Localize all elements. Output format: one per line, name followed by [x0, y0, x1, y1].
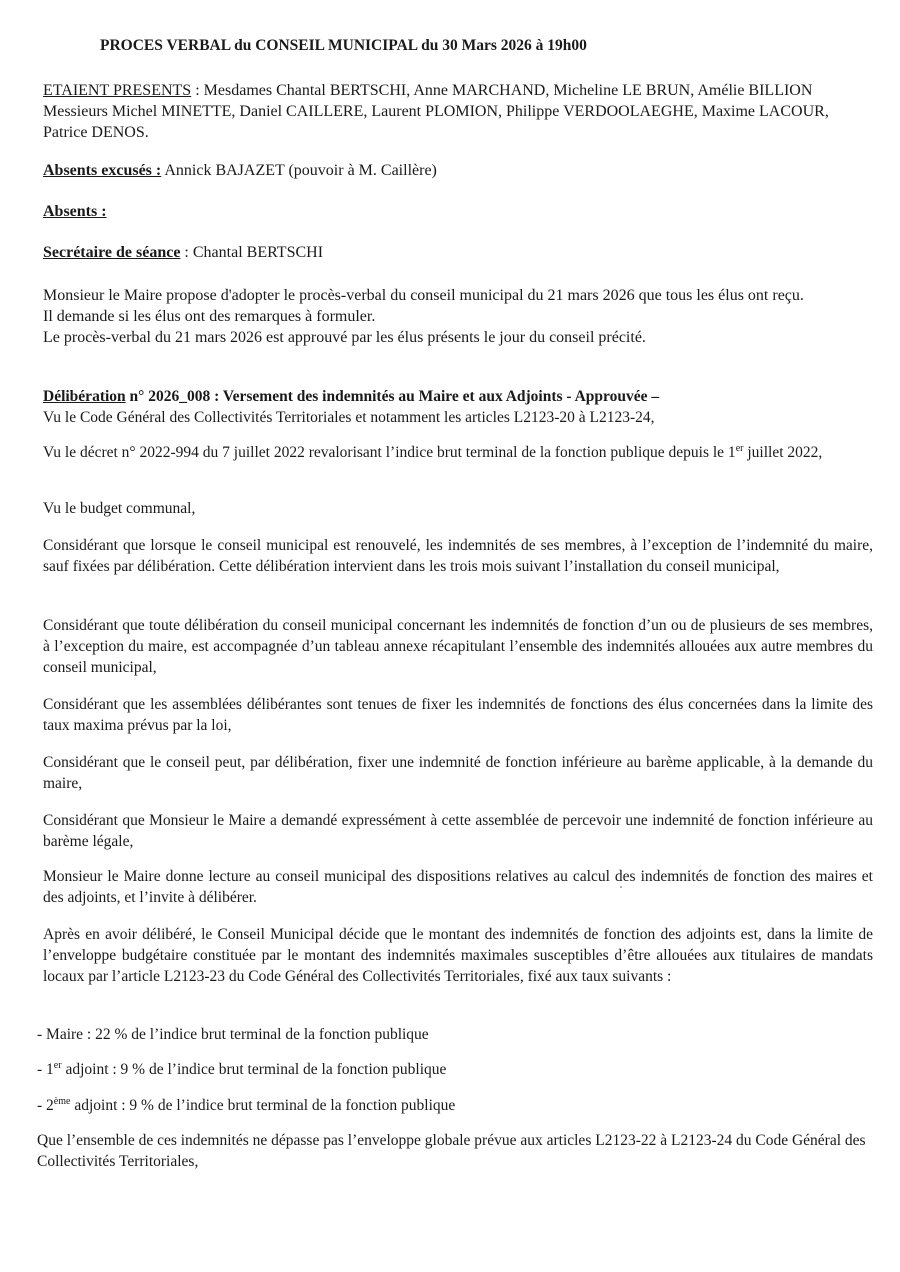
rate-item-text: adjoint : 9 % de l’indice brut terminal de la fonction publique	[61, 1061, 447, 1078]
deliberation-label: Délibération	[43, 388, 126, 405]
rate-item-prefix: - Maire	[37, 1026, 84, 1043]
absents-excuses-section	[43, 160, 873, 181]
document-title: PROCES VERBAL du CONSEIL MUNICIPAL du 30 Mars 2026 à 19h00	[100, 37, 587, 54]
rate-item-2eme-adjoint	[37, 1095, 455, 1116]
approval-section	[43, 285, 878, 348]
absents-excuses-label: Absents excusés :	[43, 162, 162, 179]
vu-decret-superscript: er	[735, 442, 744, 454]
rate-item-maire	[37, 1024, 429, 1045]
secretaire-section	[43, 242, 873, 263]
considerant-paragraph-5: Considérant que Monsieur le Maire a demandé expressément à cette assemblée de percevoir une indemnité de fonction inférieure au barème légale,	[43, 812, 873, 850]
considerant-paragraph-1: Considérant que lorsque le conseil municipal est renouvelé, les indemnités de ses membres, à l’exception de l’indemnité du maire, sauf fixées par délibération. Cette délibération intervient dans les trois mois suivant l’installation du conseil municipal,	[43, 537, 873, 575]
presents-separator: :	[191, 82, 204, 99]
vu-code-paragraph: Vu le Code Général des Collectivités Territoriales et notamment les articles L2123-20 à L2123-24,	[43, 409, 655, 426]
secretaire-name: Chantal BERTSCHI	[192, 244, 324, 261]
rate-item-prefix: - 1	[37, 1061, 54, 1078]
approval-line-1: Monsieur le Maire propose d'adopter le procès-verbal du conseil municipal du 21 mars 2026 que tous les élus ont reçu.	[43, 287, 804, 304]
vu-decret-text: Vu le décret n° 2022-994 du 7 juillet 2022 revalorisant l’indice brut terminal de la fonction publique depuis le 1	[43, 444, 736, 461]
considerant-paragraph-2: Considérant que toute délibération du conseil municipal concernant les indemnités de fonction d’un ou de plusieurs de ses membres, à l’exception du maire, est accompagnée d’un tableau annexe récapitulant l’ensemble des indemnités allouées aux autre membres du conseil municipal,	[43, 617, 873, 676]
rate-item-superscript: ème	[53, 1095, 71, 1107]
rate-item-1er-adjoint	[37, 1059, 446, 1080]
secretaire-label: Secrétaire de séance	[43, 244, 181, 261]
rate-item-text: : 22 % de l’indice brut terminal de la fonction publique	[83, 1026, 429, 1043]
considerant-paragraph-4: Considérant que le conseil peut, par délibération, fixer une indemnité de fonction inférieure au barème applicable, à la demande du maire,	[43, 754, 873, 792]
lecture-paragraph: Monsieur le Maire donne lecture au conseil municipal des dispositions relatives au calcul des indemnités de fonction des maires et des adjoints, et l’invite à délibérer.	[43, 868, 873, 906]
approval-line-3: Le procès-verbal du 21 mars 2026 est approuvé par les élus présents le jour du conseil précité.	[43, 329, 646, 346]
vu-decret-paragraph	[43, 442, 873, 463]
rate-item-text: adjoint : 9 % de l’indice brut terminal de la fonction publique	[70, 1097, 456, 1114]
considerant-paragraph-3: Considérant que les assemblées délibérantes sont tenues de fixer les indemnités de fonctions des élus concernées dans la limite des taux maxima prévus par la loi,	[43, 696, 873, 734]
scan-speck	[620, 886, 622, 888]
rate-item-superscript: er	[53, 1059, 62, 1071]
secretaire-separator: :	[180, 244, 193, 261]
vu-budget-paragraph: Vu le budget communal,	[43, 500, 196, 517]
decision-paragraph: Après en avoir délibéré, le Conseil Municipal décide que le montant des indemnités de fonction des adjoints est, dans la limite de l’enveloppe budgétaire constituée par le montant des indemnités maximales susceptibles d’être allouées aux titulaires de mandats locaux par l’article L2123-23 du Code Général des Collectivités Territoriales, fixé aux taux suivants :	[43, 926, 873, 985]
presents-section	[43, 80, 873, 143]
absents-excuses-text: Annick BAJAZET (pouvoir à M. Caillère)	[161, 162, 437, 179]
approval-line-2: Il demande si les élus ont des remarques à formuler.	[43, 308, 376, 325]
absents-label: Absents :	[43, 203, 107, 220]
presents-label: ETAIENT PRESENTS	[43, 82, 192, 99]
absents-section	[43, 201, 873, 222]
enveloppe-paragraph: Que l’ensemble de ces indemnités ne dépasse pas l’enveloppe globale prévue aux articles L2123-22 à L2123-24 du Code Général des Collectivités Territoriales,	[37, 1132, 866, 1170]
presents-list: Mesdames Chantal BERTSCHI, Anne MARCHAND, Micheline LE BRUN, Amélie BILLION Messieurs Michel MINETTE, Daniel CAILLERE, Laurent PLOMION, Philippe VERDOOLAEGHE, Maxime LACOUR, Patrice DENOS.	[43, 82, 829, 141]
deliberation-heading	[43, 386, 873, 407]
deliberation-title: n° 2026_008 : Versement des indemnités au Maire et aux Adjoints - Approuvée –	[125, 388, 660, 405]
vu-decret-end: juillet 2022,	[743, 444, 823, 461]
rate-item-prefix: - 2	[37, 1097, 54, 1114]
